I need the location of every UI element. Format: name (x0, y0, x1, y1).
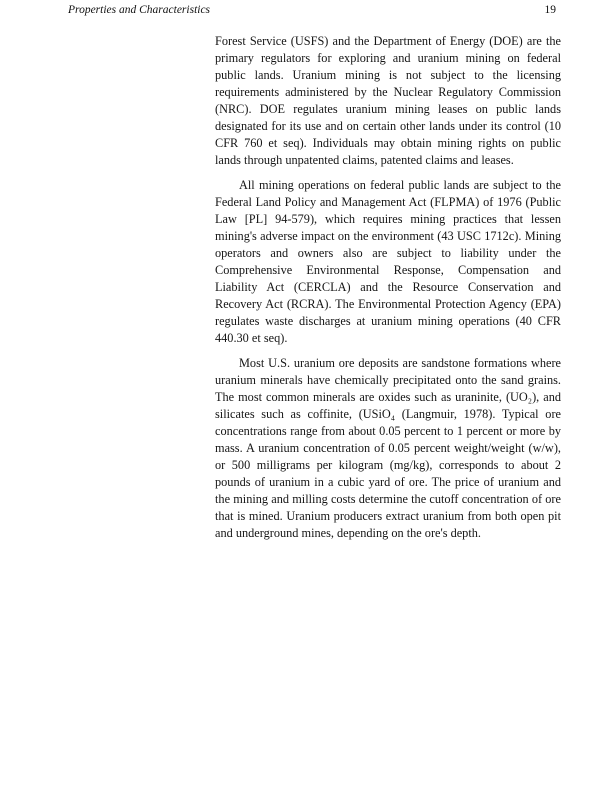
running-header (68, 4, 556, 16)
body-text-block (215, 33, 561, 542)
paragraph-regulators: Forest Service (USFS) and the Department of Energy (DOE) are the primary regulators for exploring and uranium mining on federal public lands. Uranium mining is not subject to the licensing requirements administered by the Nuclear Regulatory Commission (NRC). DOE regulates uranium mining leases on public lands designated for its use and on certain other lands under its control (10 CFR 760 et seq). Individuals may obtain mining rights on public lands through unpatented claims, patented claims and leases. (215, 34, 561, 167)
paragraph-mining-operations: All mining operations on federal public lands are subject to the Federal Land Policy and Management Act (FLPMA) of 1976 (Public Law [PL] 94-579), which requires mining practices that lessen mining's adverse impact on the environment (43 USC 1712c). Mining operators and owners also are subject to liability under the Comprehensive Environmental Response, Compensation and Liability Act (CERCLA) and the Resource Conservation and Recovery Act (RCRA). The Environmental Protection Agency (EPA) regulates waste discharges at uranium mining operations (40 CFR 440.30 et seq). (215, 178, 561, 345)
page-number: 19 (544, 4, 556, 16)
paragraph-ore-deposits: Most U.S. uranium ore deposits are sandstone formations where uranium minerals have chemically precipitated onto the sand grains. The most common minerals are oxides such as uraninite, (UO₂), and silicates such as coffinite, (USiO₄ (Langmuir, 1978). Typical ore concentrations range from about 0.05 percent to 1 percent or more by mass. A uranium concentration of 0.05 percent weight/weight (w/w), or 500 milligrams per kilogram (mg/kg), corresponds to about 2 pounds of uranium in a cubic yard of ore. The price of uranium and the mining and milling costs determine the cutoff concentration of ore that is mined. Uranium producers extract uranium from both open pit and underground mines, depending on the ore's depth. (215, 356, 561, 540)
running-header-title: Properties and Characteristics (68, 4, 211, 16)
